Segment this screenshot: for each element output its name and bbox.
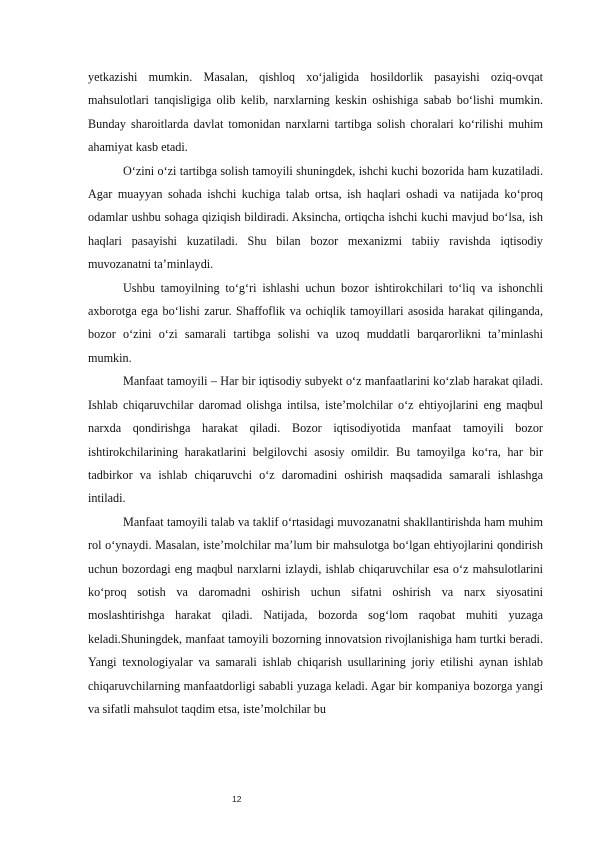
paragraph-4: Manfaat tamoyili – Har bir iqtisodiy subyekt o‘z manfaatlarini ko‘zlab harakat qiladi. Ishlab chiqaruvchilar daromad olishga intilsa, iste’molchilar o‘z ehtiyojlarini eng maqbul narxda qondirishga harakat qiladi. Bozor iqtisodiyotida manfaat tamoyili bozor ishtirokchilarining harakatlarini belgilovchi asosiy omildir. Bu tamoyilga ko‘ra, har bir tadbirkor va ishlab chiqaruvchi o‘z daromadini oshirish maqsadida samarali ishlashga intiladi. — [88, 374, 543, 506]
paragraph-1: yetkazishi mumkin. Masalan, qishloq xo‘jaligida hosildorlik pasayishi oziq-ovqat mahsulotlari tanqisligiga olib kelib, narxlarning keskin oshishiga sabab bo‘lishi mumkin. Bunday sharoitlarda davlat tomonidan narxlarni tartibga solish choralari ko‘rilishi muhim ahamiyat kasb etadi. — [88, 70, 543, 155]
document-page-body — [88, 66, 543, 721]
paragraph-2: O‘zini o‘zi tartibga solish tamoyili shuningdek, ishchi kuchi bozorida ham kuzatiladi. Agar muayyan sohada ishchi kuchiga talab ortsa, ish haqlari oshadi va natijada ko‘proq odamlar ushbu sohaga qiziqish bildiradi. Aksincha, ortiqcha ishchi kuchi mavjud bo‘lsa, ish haqlari pasayishi kuzatiladi. Shu bilan bozor mexanizmi tabiiy ravishda iqtisodiy muvozanatni ta’minlaydi. — [88, 163, 543, 272]
paragraph-3: Ushbu tamoyilning to‘g‘ri ishlashi uchun bozor ishtirokchilari to‘liq va ishonchli axborotga ega bo‘lishi zarur. Shaffoflik va ochiqlik tamoyillari asosida harakat qilinganda, bozor o‘zini o‘zi samarali tartibga solishi va uzoq muddatli barqarorlikni ta’minlashi mumkin. — [88, 280, 543, 365]
page-number: 12 — [232, 794, 242, 804]
paragraph-5: Manfaat tamoyili talab va taklif o‘rtasidagi muvozanatni shakllantirishda ham muhim rol o‘ynaydi. Masalan, iste’molchilar ma’lum bir mahsulotga bo‘lgan ehtiyojlarini qondirish uchun bozordagi eng maqbul narxlarni izlaydi, ishlab chiqaruvchilar esa o‘z mahsulotlarini ko‘proq sotish va daromadni oshirish uchun sifatni oshirish va narx siyosatini moslashtirishga harakat qiladi. Natijada, bozorda sog‘lom raqobat muhiti yuzaga keladi.Shuningdek, manfaat tamoyili bozorning innovatsion rivojlanishiga ham turtki beradi. Yangi texnologiyalar va samarali ishlab chiqarish usullarining joriy etilishi aynan ishlab chiqaruvchilarning manfaatdorligi sababli yuzaga keladi. Agar bir kompaniya bozorga yangi va sifatli mahsulot taqdim etsa, iste’molchilar bu — [88, 514, 543, 716]
